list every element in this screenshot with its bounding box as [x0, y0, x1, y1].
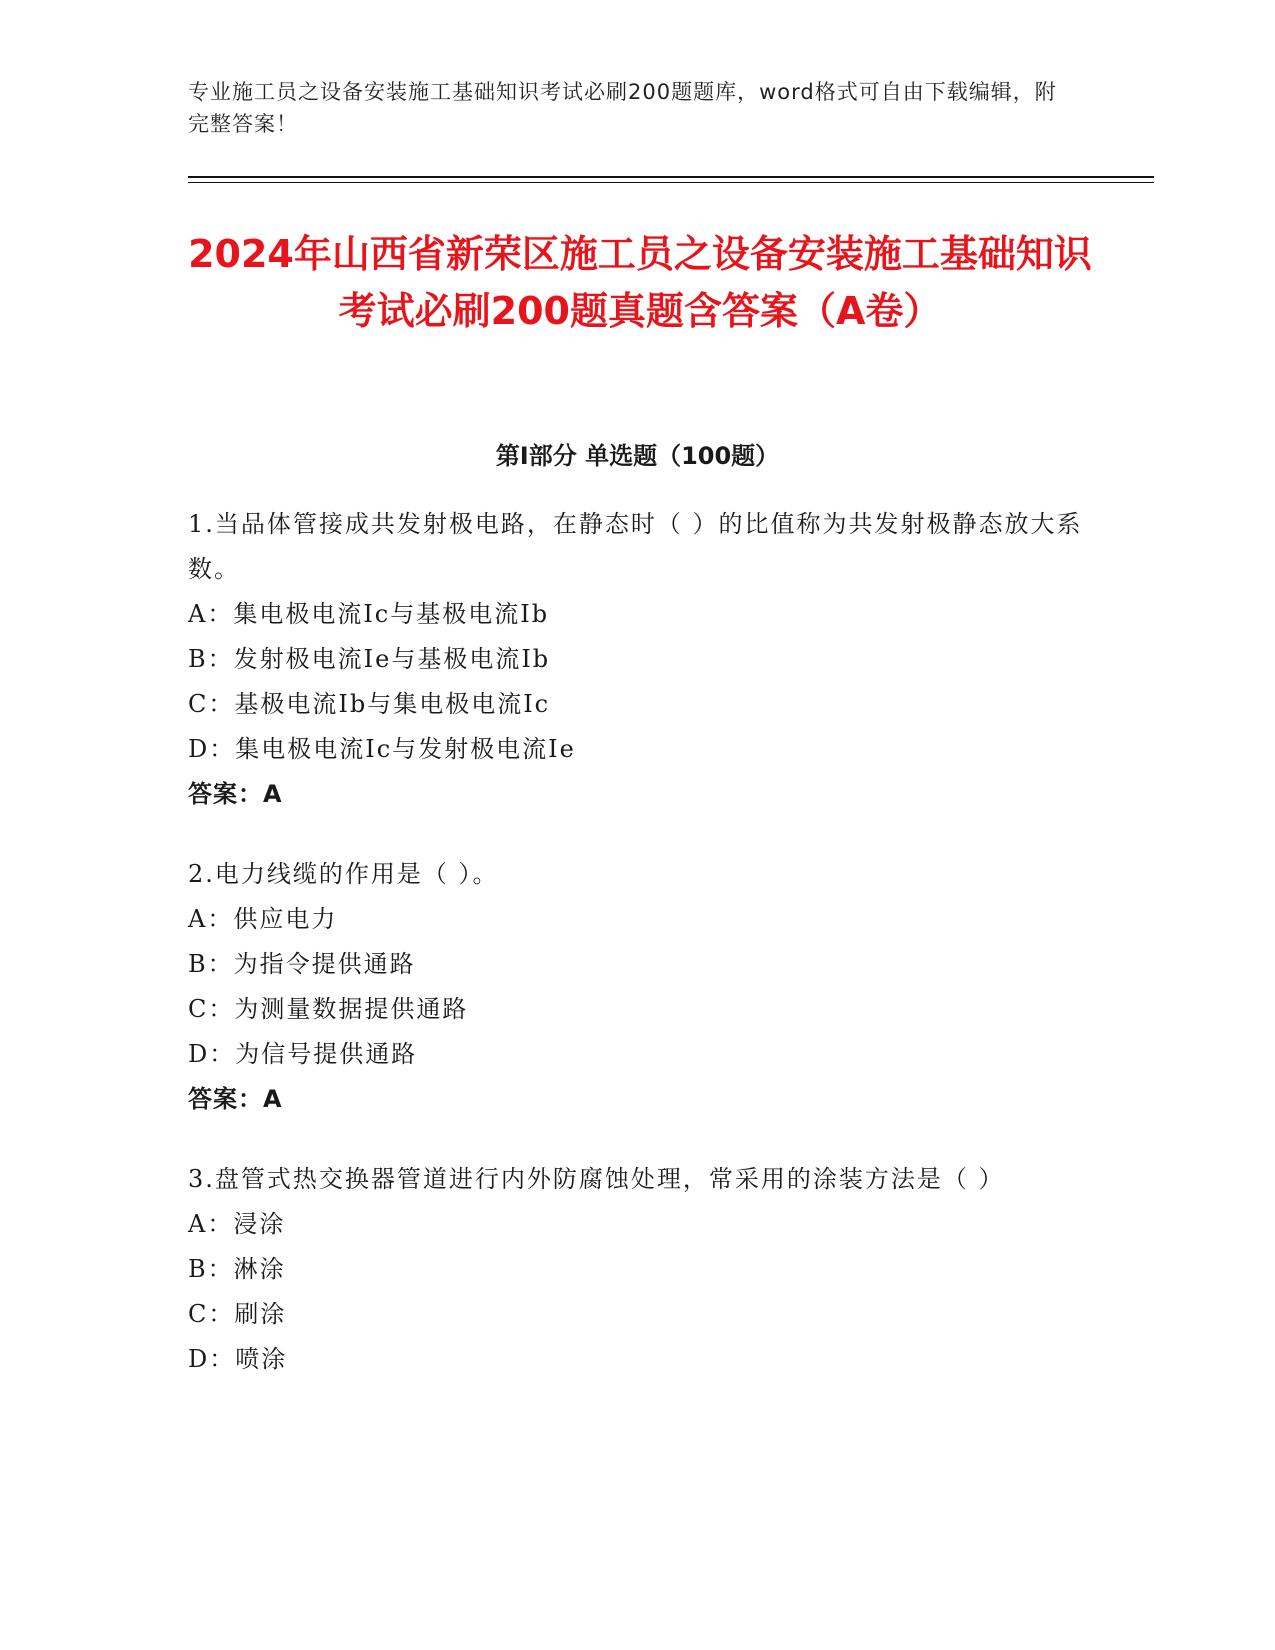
option-b: B：为指令提供通路 — [188, 950, 416, 978]
question-stem: 1.当品体管接成共发射极电路，在静态时（ ）的比值称为共发射极静态放大系数。 — [188, 510, 1083, 583]
section-heading: 第Ⅰ部分 单选题（100题） — [495, 442, 780, 470]
document-title: 2024年山西省新荣区施工员之设备安装施工基础知识考试必刷200题真题含答案（A卷） — [188, 232, 1092, 333]
option-c: C：为测量数据提供通路 — [188, 995, 469, 1023]
header-divider-thin — [188, 182, 1154, 183]
header-note: 专业施工员之设备安装施工基础知识考试必刷200题题库，word格式可自由下载编辑，附完整答案！ — [188, 80, 1057, 136]
question-2 — [188, 852, 1088, 1122]
option-d: D：集电极电流Ic与发射极电流Ie — [188, 735, 576, 763]
option-c: C：刷涂 — [188, 1300, 287, 1328]
option-c: C：基极电流Ib与集电极电流Ic — [188, 690, 551, 718]
option-d: D：为信号提供通路 — [188, 1040, 418, 1068]
question-stem: 3.盘管式热交换器管道进行内外防腐蚀处理，常采用的涂装方法是（ ） — [188, 1165, 1005, 1193]
question-3 — [188, 1157, 1088, 1382]
option-a: A：集电极电流Ic与基极电流Ib — [188, 600, 550, 628]
question-1 — [188, 502, 1088, 817]
answer: 答案：A — [188, 780, 283, 808]
option-b: B：发射极电流Ie与基极电流Ib — [188, 645, 551, 673]
option-b: B：淋涂 — [188, 1255, 286, 1283]
option-a: A：供应电力 — [188, 905, 338, 933]
header-divider — [188, 176, 1154, 178]
option-a: A：浸涂 — [188, 1210, 286, 1238]
question-stem: 2.电力线缆的作用是（ ）。 — [188, 860, 499, 888]
answer: 答案：A — [188, 1085, 283, 1113]
option-d: D：喷涂 — [188, 1345, 288, 1373]
